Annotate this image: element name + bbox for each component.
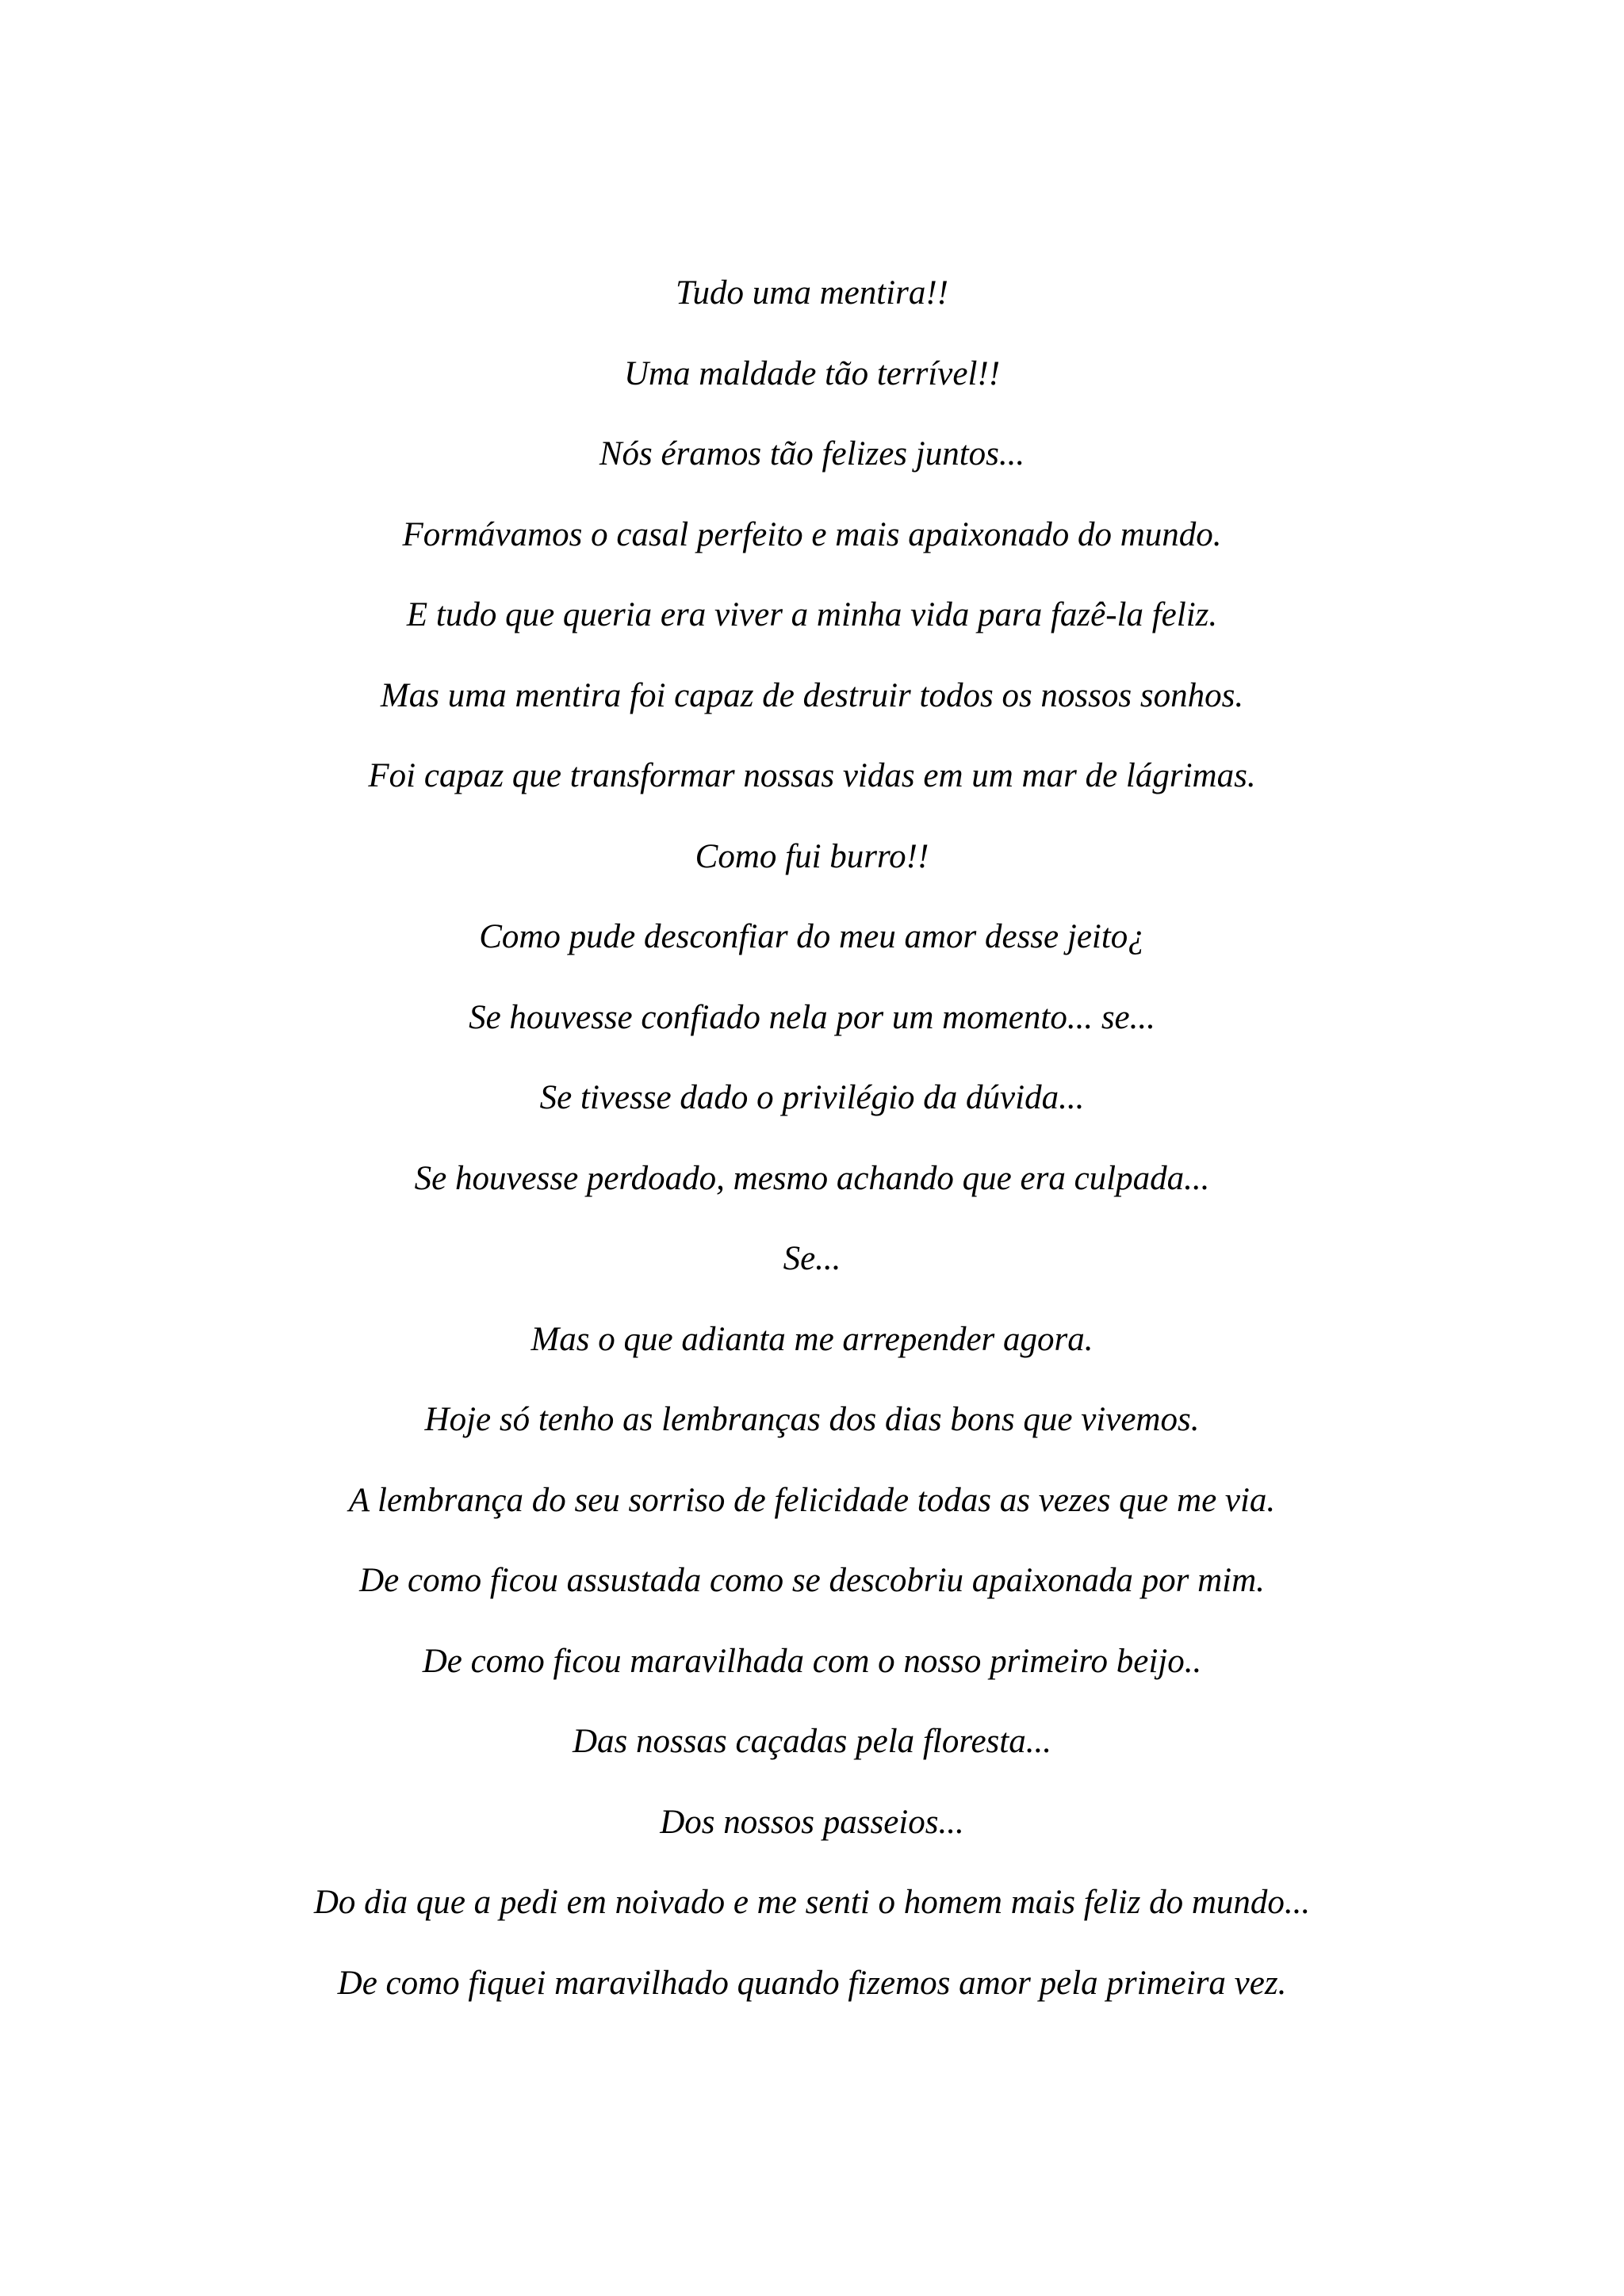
poem-line: Nós éramos tão felizes juntos...	[599, 435, 1025, 473]
poem-line: Dos nossos passeios...	[660, 1803, 964, 1841]
poem-line: Se...	[783, 1240, 841, 1277]
poem-line: De como ficou maravilhada com o nosso primeiro beijo..	[422, 1642, 1202, 1680]
poem-line: Se houvesse perdoado, mesmo achando que era culpada...	[414, 1159, 1210, 1197]
poem-line: Foi capaz que transformar nossas vidas em um mar de lágrimas.	[368, 757, 1256, 794]
poem-line: Mas o que adianta me arrepender agora.	[530, 1320, 1094, 1358]
poem-line: Mas uma mentira foi capaz de destruir todos os nossos sonhos.	[380, 676, 1244, 714]
poem-line: Como fui burro!!	[695, 837, 929, 875]
poem-line: Como pude desconfiar do meu amor desse jeito¿	[479, 918, 1145, 955]
poem-line: Do dia que a pedi em noivado e me senti o homem mais feliz do mundo...	[313, 1884, 1311, 1921]
poem-line: A lembrança do seu sorriso de felicidade todas as vezes que me via.	[348, 1481, 1276, 1519]
poem-line: Tudo uma mentira!!	[676, 274, 948, 312]
poem-text	[0, 262, 1624, 2032]
poem-line: De como fiquei maravilhado quando fizemos amor pela primeira vez.	[337, 1964, 1287, 2002]
poem-line: E tudo que queria era viver a minha vida para fazê-la feliz.	[406, 596, 1218, 633]
poem-line: Formávamos o casal perfeito e mais apaixonado do mundo.	[402, 515, 1222, 553]
poem-line: De como ficou assustada como se descobriu apaixonada por mim.	[359, 1562, 1265, 1599]
poem-line: Se tivesse dado o privilégio da dúvida...	[539, 1079, 1085, 1116]
poem-line: Das nossas caçadas pela floresta...	[573, 1723, 1051, 1760]
poem-line: Se houvesse confiado nela por um momento... se...	[469, 998, 1155, 1036]
poem-line: Uma maldade tão terrível!!	[623, 354, 1001, 392]
poem-line: Hoje só tenho as lembranças dos dias bons que vivemos.	[424, 1401, 1200, 1438]
